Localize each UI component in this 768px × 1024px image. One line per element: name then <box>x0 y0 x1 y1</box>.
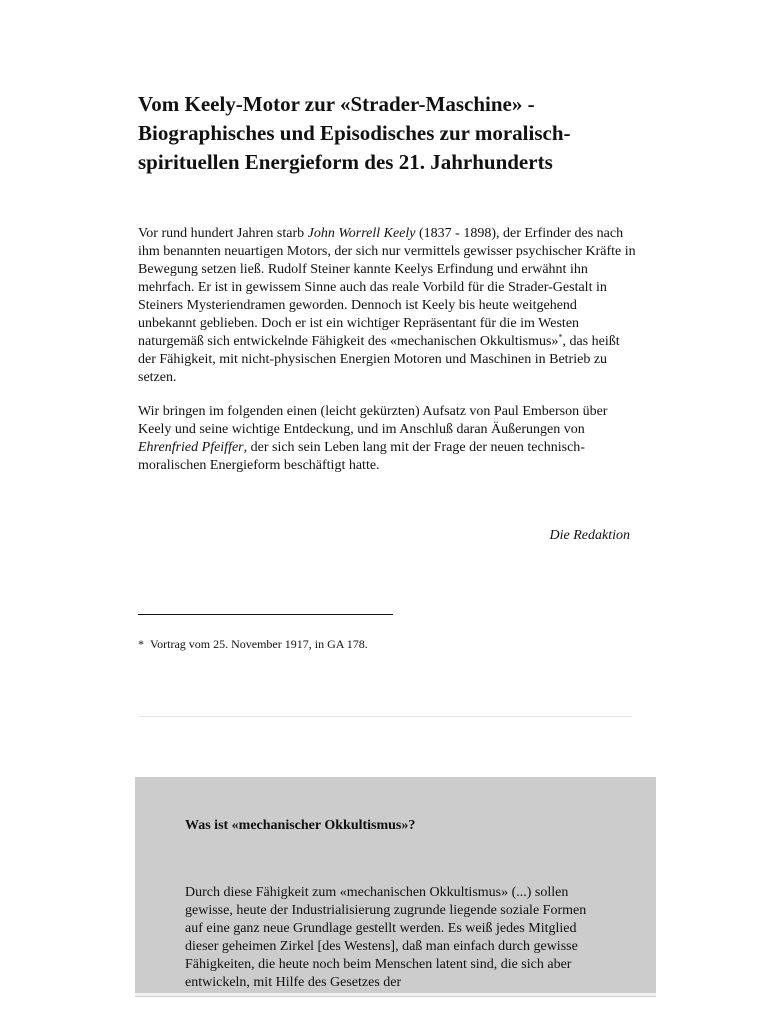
section-separator <box>138 716 632 717</box>
quote-box-bottom-edge <box>135 993 656 996</box>
footnote <box>138 636 368 652</box>
second-text-end: , der sich sein Leben lang mit der Frage der neuen technisch-moralischen Energieform beschäftigt hatte. <box>138 440 585 473</box>
footnote-divider <box>138 614 393 615</box>
quote-box-text: Durch diese Fähigkeit zum «mechanischen Okkultismus» (...) sollen gewisse, heute der Industrialisierung zugrunde liegende soziale Formen auf eine ganz neue Grundlage gestellt werden. Es weiß jedes Mitglied dieser geheimen Zirkel [des Westens], daß man einfach durch gewisse Fähigkeiten, die heute noch beim Menschen latent sind, die sich aber entwickeln, mit Hilfe des Gesetzes der <box>185 885 587 990</box>
intro-text-end: , das heißt der Fähigkeit, mit nicht-physischen Energien Motoren und Maschinen in Betrieb zu setzen. <box>138 334 620 385</box>
pfeiffer-name: Ehrenfried Pfeiffer <box>138 440 244 455</box>
footnote-reference: * <box>558 332 563 342</box>
footnote-mark: * <box>138 637 144 651</box>
intro-text-start: Vor rund hundert Jahren starb <box>138 226 308 241</box>
keely-name: John Worrell Keely <box>307 226 416 241</box>
footnote-text: Vortrag vom 25. November 1917, in GA 178. <box>150 637 368 651</box>
quote-box <box>135 777 656 1000</box>
quote-box-content <box>185 817 605 992</box>
second-paragraph <box>138 403 638 475</box>
second-text-start: Wir bringen im folgenden einen (leicht gekürzten) Aufsatz von Paul Emberson über Keely und seine wichtige Entdeckung, und im Anschluß daran Äußerungen von <box>138 404 608 437</box>
editorial-signature: Die Redaktion <box>549 528 630 543</box>
quote-box-heading: Was ist «mechanischer Okkultismus»? <box>185 818 416 833</box>
intro-text-middle: (1837 - 1898), der Erfinder des nach ihm benannten neuartigen Motors, der sich nur vermittels gewisser psychischer Kräfte in Bewegung setzen ließ. Rudolf Steiner kannte Keelys Erfindung und erwähnt ihn mehrfach. Er ist in gewissem Sinne auch das reale Vorbild für die Strader-Gestalt in Steiners Mysteriendramen geworden. Dennoch ist Keely bis heute weitgehend unbekannt geblieben. Doch er ist ein wichtiger Repräsentant für die im Westen naturgemäß sich entwickelnde Fähigkeit des «mechanischen Okkultismus» <box>138 226 636 349</box>
intro-paragraph <box>138 225 638 387</box>
article-title: Vom Keely-Motor zur «Strader-Maschine» - Biographisches und Episodisches zur moralisch-spirituellen Energieform des 21. Jahrhunderts <box>138 92 571 174</box>
